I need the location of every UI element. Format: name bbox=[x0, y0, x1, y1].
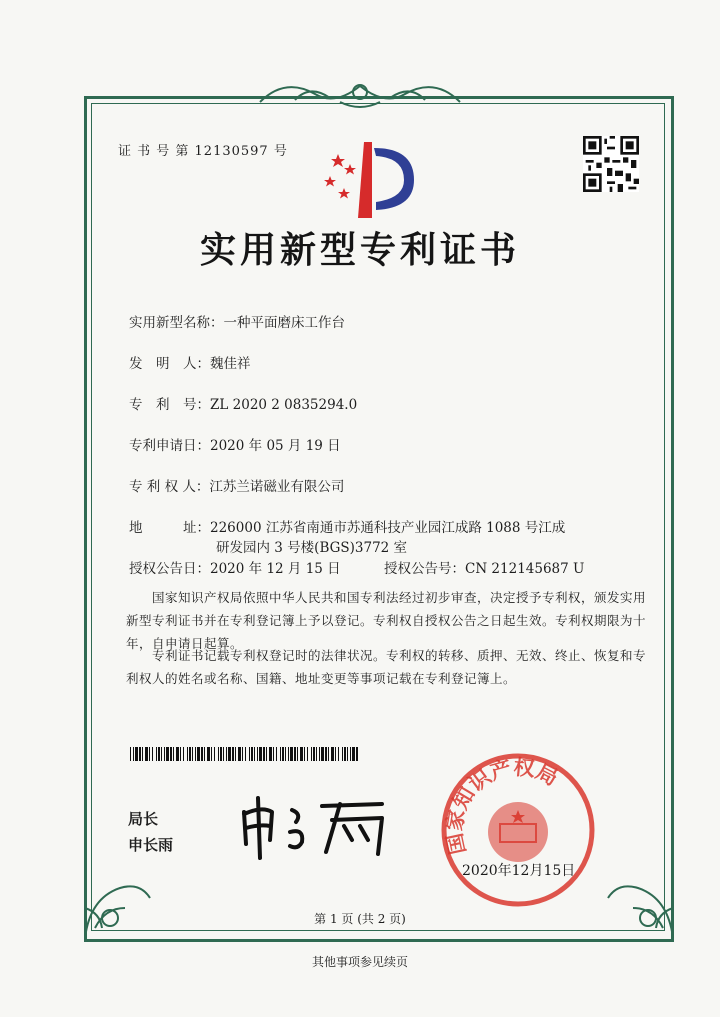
barcode bbox=[130, 747, 360, 761]
field-inventor bbox=[129, 352, 251, 372]
field-label: 实用新型名称： bbox=[129, 315, 224, 331]
legal-paragraph-2: 专利证书记载专利权登记时的法律状况。专利权的转移、质押、无效、终止、恢复和专利权人的姓名或名称、国籍、地址变更等事项记载在专利登记簿上。 bbox=[126, 648, 647, 686]
field-value: 2020 年 12 月 15 日 bbox=[210, 561, 341, 577]
field-utility-model-name bbox=[129, 311, 345, 331]
seal-text: 国家知识产权局 bbox=[441, 754, 563, 857]
field-grant-number bbox=[384, 557, 584, 577]
field-label: 地 址： bbox=[129, 520, 210, 536]
field-value: 2020 年 05 月 19 日 bbox=[210, 438, 341, 454]
field-patent-number bbox=[129, 393, 357, 413]
field-label: 授权公告号： bbox=[384, 561, 465, 577]
official-seal bbox=[440, 752, 596, 908]
field-label: 专利申请日： bbox=[129, 438, 210, 454]
field-value: 江苏兰诺磁业有限公司 bbox=[209, 479, 345, 495]
field-address bbox=[129, 516, 565, 536]
certificate-title: 实用新型专利证书 bbox=[199, 229, 520, 271]
field-value: CN 212145687 U bbox=[465, 561, 585, 577]
page-number: 第 1 页 (共 2 页) bbox=[314, 912, 406, 926]
qr-code bbox=[583, 136, 639, 192]
field-value: 一种平面磨床工作台 bbox=[223, 315, 345, 331]
address-line-2: 研发园内 3 号楼(BGS)3772 室 bbox=[216, 540, 408, 556]
director-name: 申长雨 bbox=[128, 836, 174, 854]
director-signature bbox=[232, 792, 402, 862]
top-ornament bbox=[255, 72, 465, 112]
director-title: 局长 bbox=[128, 810, 159, 828]
field-grant-date bbox=[129, 557, 341, 577]
legal-paragraph-1: 国家知识产权局依照中华人民共和国专利法经过初步审查，决定授予专利权，颁发实用新型专利证书并在专利登记簿上予以登记。专利权自授权公告之日起生效。专利权期限为十年，自申请日起算。 bbox=[126, 590, 647, 651]
field-label: 授权公告日： bbox=[129, 561, 210, 577]
field-label: 专 利 权 人： bbox=[129, 479, 210, 495]
corner-ornament-bottom-left bbox=[80, 868, 160, 942]
address-line-1: 226000 江苏省南通市苏通科技产业园江成路 1088 号江成 bbox=[210, 520, 566, 536]
certificate-number: 证 书 号 第 12130597 号 bbox=[118, 144, 288, 159]
footer-note: 其他事项参见续页 bbox=[311, 955, 408, 969]
corner-ornament-bottom-right bbox=[598, 868, 678, 942]
field-label: 发 明 人： bbox=[129, 356, 210, 372]
field-value: ZL 2020 2 0835294.0 bbox=[210, 397, 358, 413]
field-value: 魏佳祥 bbox=[210, 356, 251, 372]
seal-date: 2020年12月15日 bbox=[462, 863, 576, 879]
field-application-date bbox=[129, 434, 341, 454]
field-label: 专 利 号： bbox=[129, 397, 210, 413]
field-patentee bbox=[129, 475, 344, 495]
patent-office-emblem bbox=[318, 136, 418, 222]
